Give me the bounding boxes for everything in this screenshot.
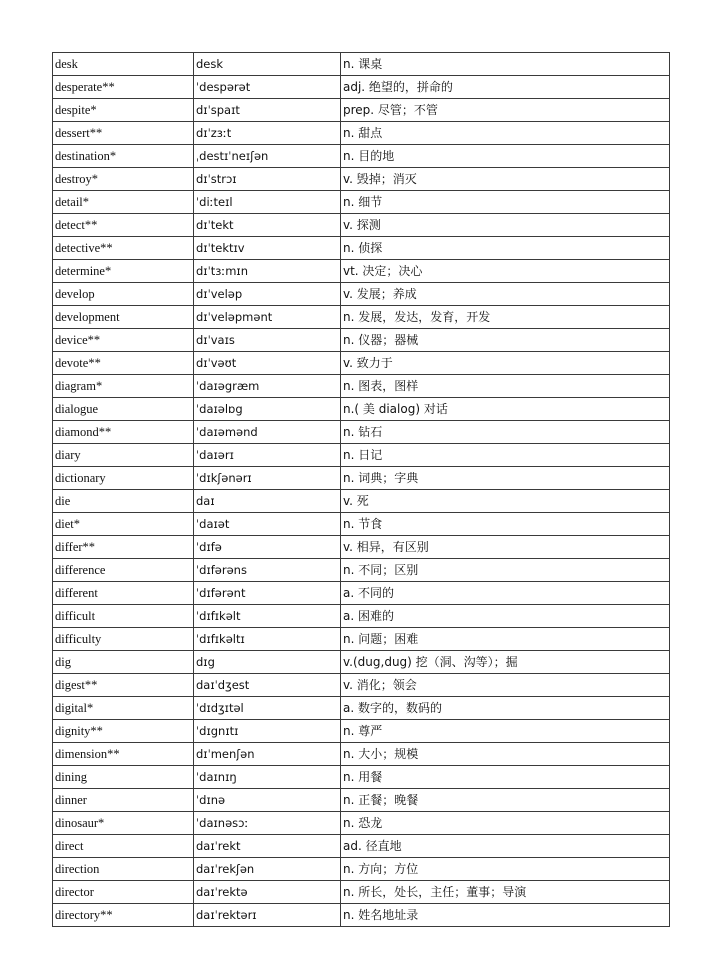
definition-cell: n. 尊严 (341, 720, 670, 743)
table-row (53, 513, 670, 536)
table-row (53, 122, 670, 145)
definition-cell: v. 探测 (341, 214, 670, 237)
word-cell: development (53, 306, 194, 329)
table-row (53, 467, 670, 490)
word-cell: different (53, 582, 194, 605)
pronunciation-cell: ˈdaɪərɪ (194, 444, 341, 467)
definition-cell: a. 不同的 (341, 582, 670, 605)
word-cell: dictionary (53, 467, 194, 490)
word-cell: direct (53, 835, 194, 858)
word-cell: dinosaur* (53, 812, 194, 835)
table-row (53, 605, 670, 628)
definition-cell: v. 发展；养成 (341, 283, 670, 306)
table-row (53, 536, 670, 559)
word-cell: dinner (53, 789, 194, 812)
definition-cell: n. 课桌 (341, 53, 670, 76)
word-cell: dignity** (53, 720, 194, 743)
table-row (53, 628, 670, 651)
definition-cell: n. 词典；字典 (341, 467, 670, 490)
table-row (53, 53, 670, 76)
word-cell: develop (53, 283, 194, 306)
word-cell: digital* (53, 697, 194, 720)
definition-cell: v. 致力于 (341, 352, 670, 375)
table-row (53, 881, 670, 904)
table-row (53, 904, 670, 927)
definition-cell: v.(dug,dug) 挖（洞、沟等）；掘 (341, 651, 670, 674)
definition-cell: n. 不同；区别 (341, 559, 670, 582)
word-cell: direction (53, 858, 194, 881)
pronunciation-cell: dɪˈveləpmənt (194, 306, 341, 329)
definition-cell: v. 死 (341, 490, 670, 513)
table-row (53, 858, 670, 881)
table-row (53, 835, 670, 858)
word-cell: desperate** (53, 76, 194, 99)
word-cell: destroy* (53, 168, 194, 191)
definition-cell: vt. 决定；决心 (341, 260, 670, 283)
table-row (53, 720, 670, 743)
definition-cell: prep. 尽管；不管 (341, 99, 670, 122)
word-cell: diary (53, 444, 194, 467)
definition-cell: n. 仪器；器械 (341, 329, 670, 352)
definition-cell: n. 钻石 (341, 421, 670, 444)
pronunciation-cell: dɪˈtekt (194, 214, 341, 237)
word-cell: diet* (53, 513, 194, 536)
pronunciation-cell: dɪˈtɜːmɪn (194, 260, 341, 283)
word-cell: digest** (53, 674, 194, 697)
word-cell: devote** (53, 352, 194, 375)
word-cell: diamond** (53, 421, 194, 444)
definition-cell: n. 图表，图样 (341, 375, 670, 398)
pronunciation-cell: ˈdɪdʒɪtəl (194, 697, 341, 720)
table-row (53, 260, 670, 283)
pronunciation-cell: dɪˈvəʊt (194, 352, 341, 375)
table-row (53, 99, 670, 122)
table-row (53, 398, 670, 421)
pronunciation-cell: ˈdɪfərəns (194, 559, 341, 582)
definition-cell: n. 日记 (341, 444, 670, 467)
word-cell: dig (53, 651, 194, 674)
vocabulary-table-body (53, 53, 670, 927)
definition-cell: n. 恐龙 (341, 812, 670, 835)
definition-cell: n. 甜点 (341, 122, 670, 145)
pronunciation-cell: desk (194, 53, 341, 76)
pronunciation-cell: ˈdaɪəlɒg (194, 398, 341, 421)
table-row (53, 743, 670, 766)
table-row (53, 191, 670, 214)
word-cell: difference (53, 559, 194, 582)
definition-cell: n. 问题；困难 (341, 628, 670, 651)
pronunciation-cell: dɪˈmenʃən (194, 743, 341, 766)
word-cell: directory** (53, 904, 194, 927)
word-cell: determine* (53, 260, 194, 283)
definition-cell: n. 侦探 (341, 237, 670, 260)
vocabulary-table (52, 52, 670, 927)
pronunciation-cell: dɪˈveləp (194, 283, 341, 306)
pronunciation-cell: ˈdɪgnɪtɪ (194, 720, 341, 743)
table-row (53, 214, 670, 237)
table-row (53, 237, 670, 260)
word-cell: detail* (53, 191, 194, 214)
definition-cell: n. 目的地 (341, 145, 670, 168)
pronunciation-cell: daɪˈrekʃən (194, 858, 341, 881)
table-row (53, 168, 670, 191)
pronunciation-cell: dɪˈstrɔɪ (194, 168, 341, 191)
definition-cell: n. 姓名地址录 (341, 904, 670, 927)
pronunciation-cell: ˈdɪfə (194, 536, 341, 559)
pronunciation-cell: dɪˈspaɪt (194, 99, 341, 122)
word-cell: detect** (53, 214, 194, 237)
word-cell: dessert** (53, 122, 194, 145)
table-row (53, 375, 670, 398)
pronunciation-cell: ˈdaɪnəsɔː (194, 812, 341, 835)
pronunciation-cell: ˈdespərət (194, 76, 341, 99)
table-row (53, 651, 670, 674)
table-row (53, 559, 670, 582)
definition-cell: v. 毁掉；消灭 (341, 168, 670, 191)
word-cell: difficult (53, 605, 194, 628)
definition-cell: v. 消化；领会 (341, 674, 670, 697)
pronunciation-cell: daɪˈrekt (194, 835, 341, 858)
word-cell: differ** (53, 536, 194, 559)
definition-cell: n. 大小；规模 (341, 743, 670, 766)
pronunciation-cell: ˈdɪfɪkəlt (194, 605, 341, 628)
pronunciation-cell: dɪˈtektɪv (194, 237, 341, 260)
definition-cell: n. 正餐；晚餐 (341, 789, 670, 812)
pronunciation-cell: ˈdaɪəmənd (194, 421, 341, 444)
word-cell: diagram* (53, 375, 194, 398)
table-row (53, 444, 670, 467)
word-cell: despite* (53, 99, 194, 122)
pronunciation-cell: dɪˈzɜːt (194, 122, 341, 145)
pronunciation-cell: daɪˈdʒest (194, 674, 341, 697)
definition-cell: n.( 美 dialog) 对话 (341, 398, 670, 421)
definition-cell: ad. 径直地 (341, 835, 670, 858)
pronunciation-cell: daɪ (194, 490, 341, 513)
pronunciation-cell: dɪg (194, 651, 341, 674)
word-cell: dialogue (53, 398, 194, 421)
table-row (53, 490, 670, 513)
word-cell: difficulty (53, 628, 194, 651)
table-row (53, 145, 670, 168)
table-row (53, 329, 670, 352)
definition-cell: a. 困难的 (341, 605, 670, 628)
definition-cell: n. 方向；方位 (341, 858, 670, 881)
table-row (53, 674, 670, 697)
definition-cell: a. 数字的，数码的 (341, 697, 670, 720)
pronunciation-cell: daɪˈrektə (194, 881, 341, 904)
word-cell: dining (53, 766, 194, 789)
pronunciation-cell: ˈdaɪnɪŋ (194, 766, 341, 789)
table-row (53, 697, 670, 720)
pronunciation-cell: ˈdɪnə (194, 789, 341, 812)
table-row (53, 352, 670, 375)
word-cell: device** (53, 329, 194, 352)
table-row (53, 421, 670, 444)
definition-cell: n. 所长，处长，主任；董事；导演 (341, 881, 670, 904)
table-row (53, 76, 670, 99)
pronunciation-cell: ˈdɪkʃənərɪ (194, 467, 341, 490)
table-row (53, 766, 670, 789)
word-cell: destination* (53, 145, 194, 168)
pronunciation-cell: ˈdaɪət (194, 513, 341, 536)
word-cell: dimension** (53, 743, 194, 766)
pronunciation-cell: daɪˈrektərɪ (194, 904, 341, 927)
word-cell: detective** (53, 237, 194, 260)
table-row (53, 812, 670, 835)
definition-cell: n. 节食 (341, 513, 670, 536)
definition-cell: n. 用餐 (341, 766, 670, 789)
definition-cell: n. 发展，发达，发育，开发 (341, 306, 670, 329)
definition-cell: n. 细节 (341, 191, 670, 214)
pronunciation-cell: ˈdɪfɪkəltɪ (194, 628, 341, 651)
pronunciation-cell: ˌdestɪˈneɪʃən (194, 145, 341, 168)
table-row (53, 582, 670, 605)
table-row (53, 789, 670, 812)
word-cell: director (53, 881, 194, 904)
pronunciation-cell: ˈdɪfərənt (194, 582, 341, 605)
pronunciation-cell: dɪˈvaɪs (194, 329, 341, 352)
table-row (53, 306, 670, 329)
word-cell: desk (53, 53, 194, 76)
word-cell: die (53, 490, 194, 513)
definition-cell: adj. 绝望的，拼命的 (341, 76, 670, 99)
pronunciation-cell: ˈdiːteɪl (194, 191, 341, 214)
table-row (53, 283, 670, 306)
pronunciation-cell: ˈdaɪəgræm (194, 375, 341, 398)
definition-cell: v. 相异，有区别 (341, 536, 670, 559)
